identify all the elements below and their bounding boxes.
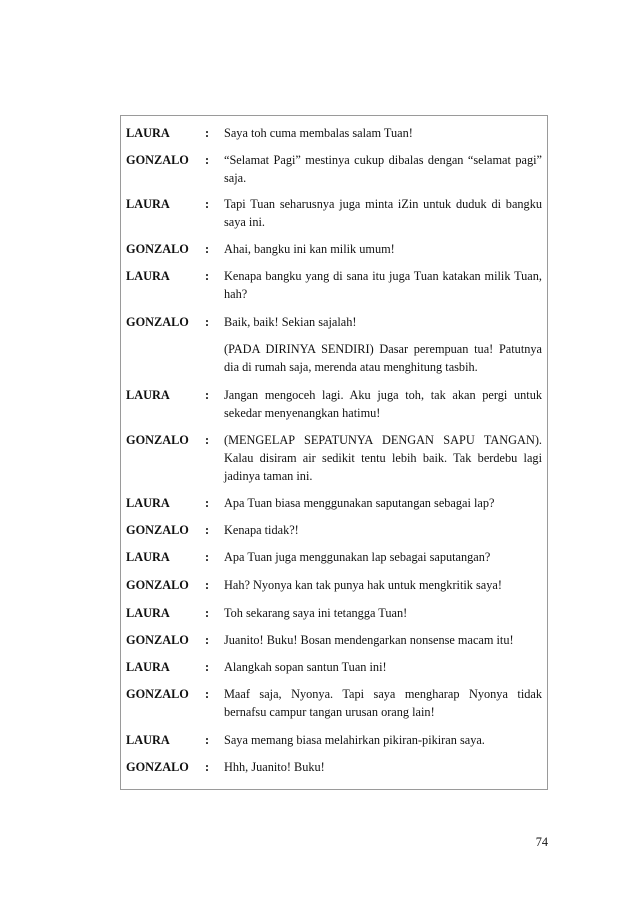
speaker-colon: : — [205, 242, 210, 256]
speaker-colon: : — [205, 388, 210, 402]
speaker-name: LAURA — [126, 197, 170, 211]
dialogue-line: Kenapa bangku yang di sana itu juga Tuan katakan milik Tuan, hah? — [224, 269, 542, 301]
speaker-colon: : — [205, 633, 210, 647]
speaker-colon: : — [205, 660, 210, 674]
speaker-colon: : — [205, 126, 210, 140]
speaker-name: LAURA — [126, 606, 170, 620]
dialogue-line: Saya memang biasa melahirkan pikiran-pikiran saya. — [224, 733, 485, 747]
speaker-name: GONZALO — [126, 578, 189, 592]
speaker-name: LAURA — [126, 733, 170, 747]
dialogue-line: Ahai, bangku ini kan milik umum! — [224, 242, 395, 256]
speaker-name: LAURA — [126, 550, 170, 564]
speaker-name: GONZALO — [126, 760, 189, 774]
speaker-colon: : — [205, 550, 210, 564]
speaker-colon: : — [205, 269, 210, 283]
dialogue-line: Saya toh cuma membalas salam Tuan! — [224, 126, 413, 140]
dialogue-line: Apa Tuan biasa menggunakan saputangan sebagai lap? — [224, 496, 495, 510]
speaker-colon: : — [205, 760, 210, 774]
speaker-colon: : — [205, 606, 210, 620]
speaker-name: GONZALO — [126, 523, 189, 537]
speaker-colon: : — [205, 523, 210, 537]
speaker-name: GONZALO — [126, 433, 189, 447]
speaker-name: GONZALO — [126, 315, 189, 329]
speaker-name: LAURA — [126, 269, 170, 283]
dialogue-line: “Selamat Pagi” mestinya cukup dibalas dengan “selamat pagi” saja. — [224, 153, 542, 185]
dialogue-line: Alangkah sopan santun Tuan ini! — [224, 660, 387, 674]
dialogue-line: (MENGELAP SEPATUNYA DENGAN SAPU TANGAN). Kalau disiram air sedikit tentu lebih baik. Tak berdebu lagi jadinya taman ini. — [224, 433, 542, 483]
dialogue-line: Maaf saja, Nyonya. Tapi saya mengharap Nyonya tidak bernafsu campur tangan urusan orang lain! — [224, 687, 542, 719]
speaker-name: LAURA — [126, 496, 170, 510]
speaker-colon: : — [205, 433, 210, 447]
speaker-colon: : — [205, 153, 210, 167]
speaker-colon: : — [205, 733, 210, 747]
dialogue-line: Juanito! Buku! Bosan mendengarkan nonsense macam itu! — [224, 633, 514, 647]
dialogue-line: Jangan mengoceh lagi. Aku juga toh, tak akan pergi untuk sekedar menyenangkan hatimu! — [224, 388, 542, 420]
dialogue-rows — [121, 116, 547, 789]
speaker-colon: : — [205, 315, 210, 329]
speaker-colon: : — [205, 197, 210, 211]
dialogue-line: Tapi Tuan seharusnya juga minta iZin untuk duduk di bangku saya ini. — [224, 197, 542, 229]
dialogue-line: Toh sekarang saya ini tetangga Tuan! — [224, 606, 408, 620]
page-number: 74 — [535, 835, 548, 849]
speaker-name: GONZALO — [126, 687, 189, 701]
speaker-colon: : — [205, 578, 210, 592]
dialogue-line: Hah? Nyonya kan tak punya hak untuk mengkritik saya! — [224, 578, 502, 592]
dialogue-line: Baik, baik! Sekian sajalah! — [224, 315, 357, 329]
speaker-name: GONZALO — [126, 153, 189, 167]
speaker-name: GONZALO — [126, 242, 189, 256]
speaker-name: GONZALO — [126, 633, 189, 647]
dialogue-table — [120, 115, 548, 790]
dialogue-line: (PADA DIRINYA SENDIRI) Dasar perempuan tua! Patutnya dia di rumah saja, merenda atau menghitung tasbih. — [224, 342, 542, 374]
speaker-name: LAURA — [126, 126, 170, 140]
speaker-name: LAURA — [126, 388, 170, 402]
dialogue-line: Hhh, Juanito! Buku! — [224, 760, 325, 774]
dialogue-line: Apa Tuan juga menggunakan lap sebagai saputangan? — [224, 550, 491, 564]
speaker-name: LAURA — [126, 660, 170, 674]
speaker-colon: : — [205, 496, 210, 510]
dialogue-line: Kenapa tidak?! — [224, 523, 299, 537]
speaker-colon: : — [205, 687, 210, 701]
